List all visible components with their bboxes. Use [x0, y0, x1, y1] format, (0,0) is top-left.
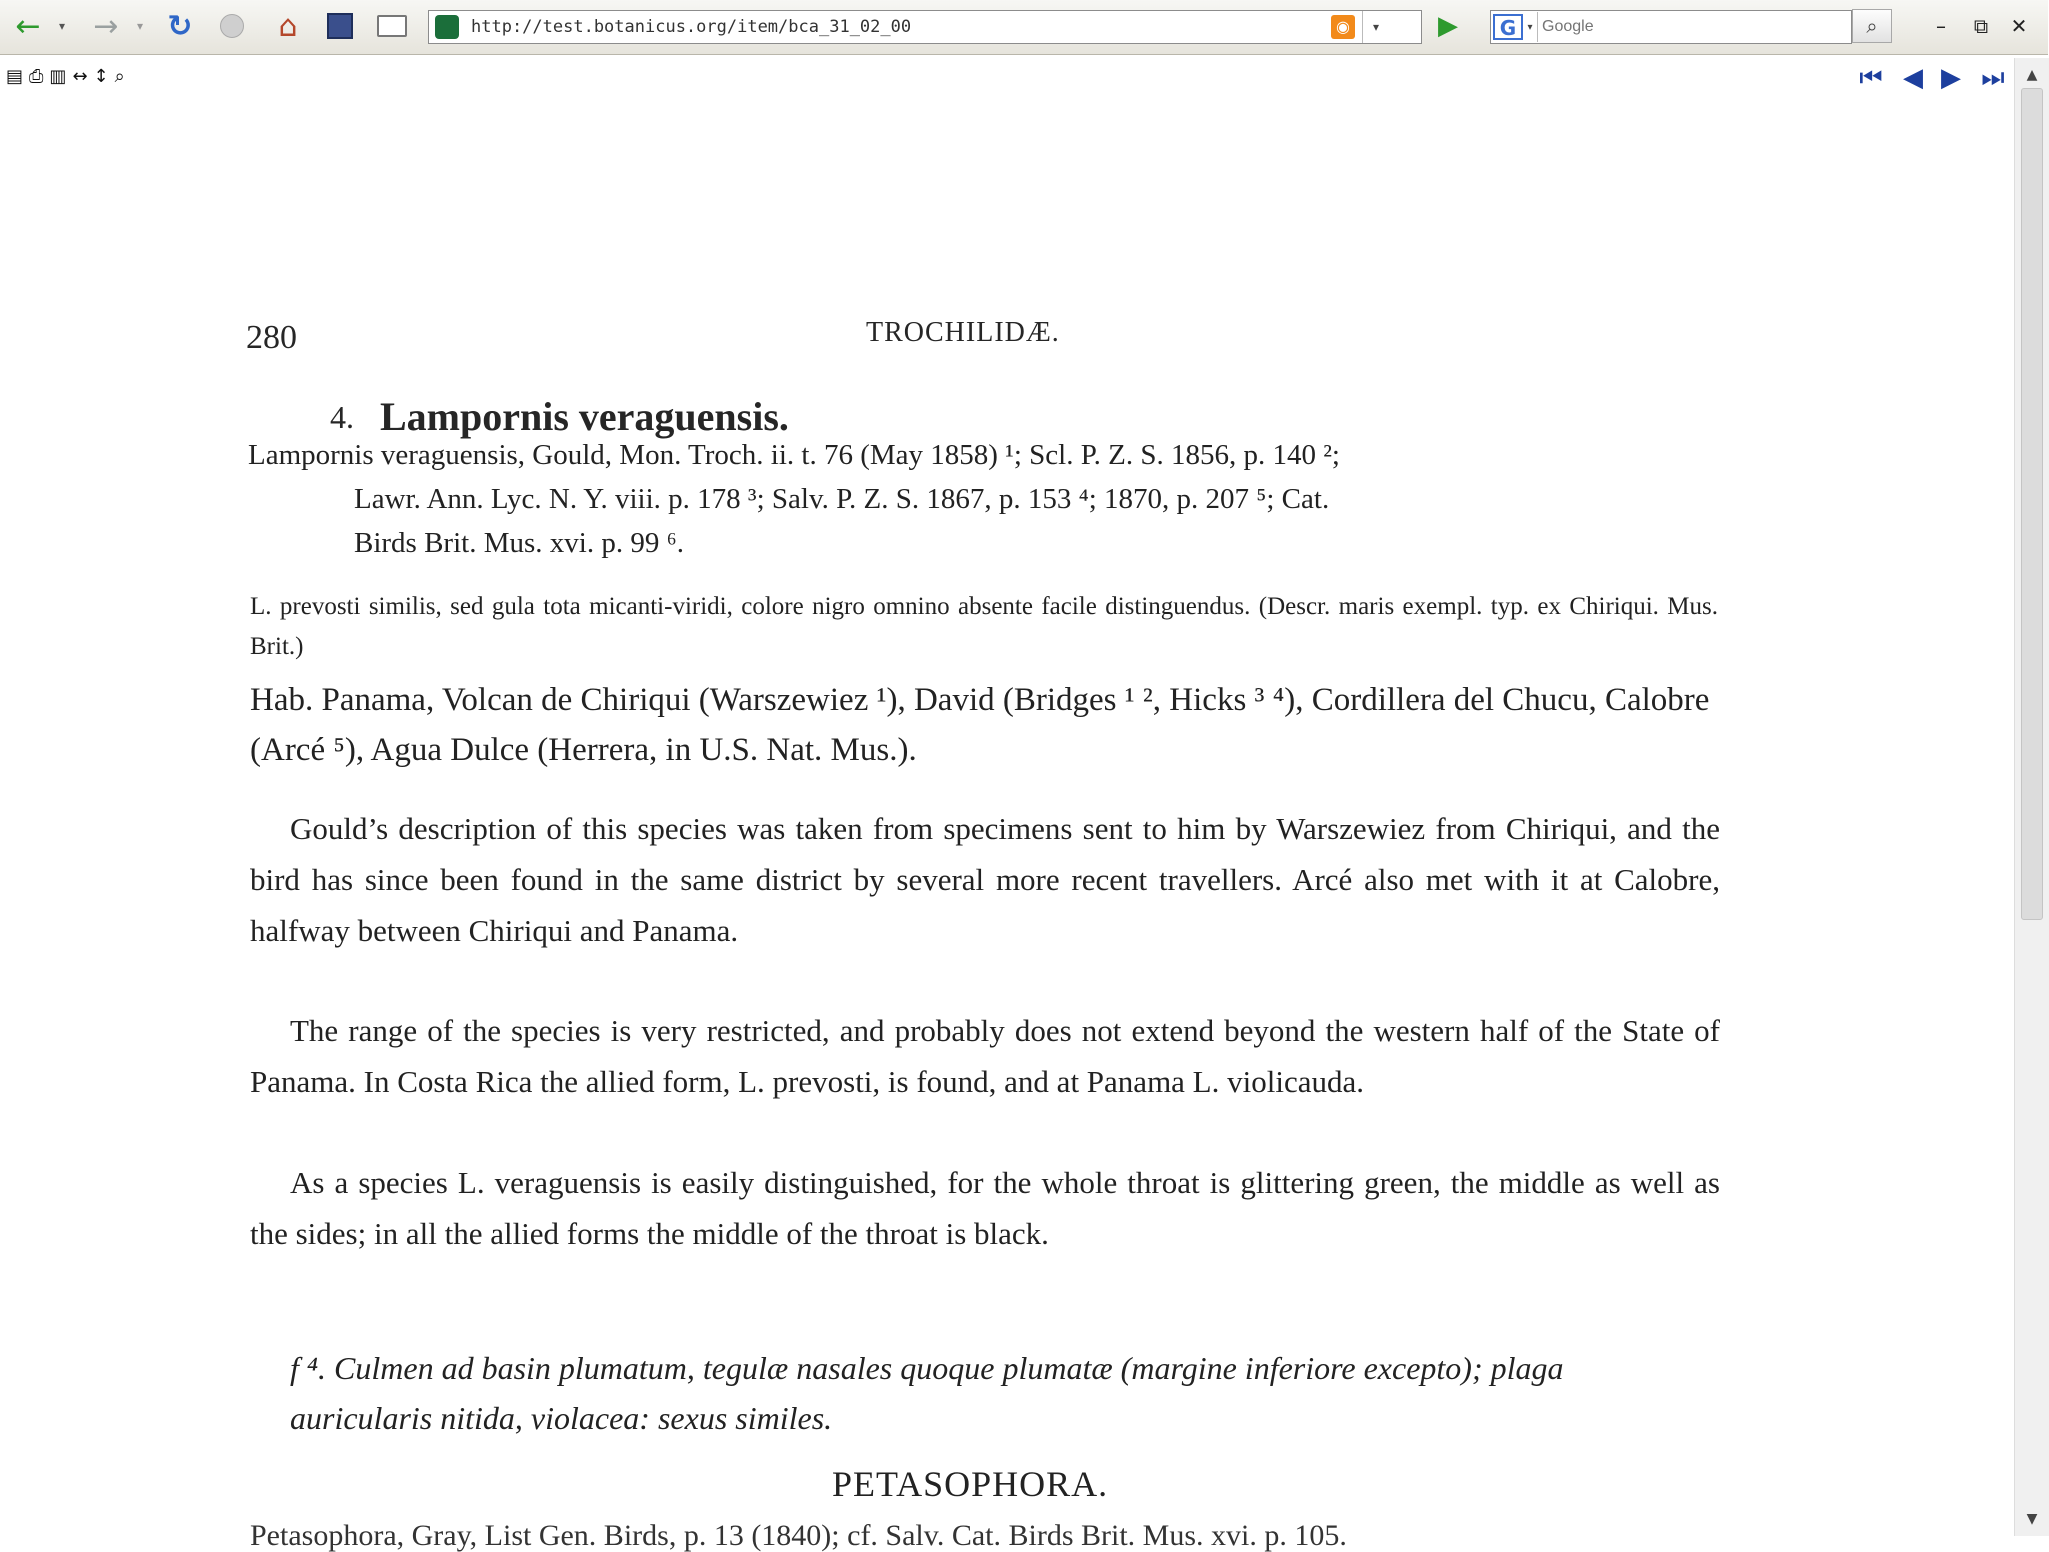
search-bar[interactable] — [1490, 10, 1852, 44]
pdf-viewer-toolbar — [0, 55, 2014, 97]
cutoff-text-line: Petasophora, Gray, List Gen. Birds, p. 13 (1840); cf. Salv. Cat. Birds Brit. Mus. xvi. p. 105. — [250, 1519, 1347, 1552]
pdf-print-icon[interactable]: ⎙ — [29, 65, 44, 87]
genus-heading: PETASOPHORA. — [832, 1464, 1109, 1504]
zoom-icon[interactable]: ⌕ — [114, 65, 125, 87]
first-page-icon[interactable]: ⏮ — [1859, 62, 1883, 93]
body-paragraph: The range of the species is very restricted, and probably does not extend beyond the western half of the State of Panama. In Costa Rica the allied form, L. prevosti, is found, and at Panama L. violicauda. — [250, 1013, 1720, 1099]
browser-toolbar — [0, 0, 2048, 55]
latin-description: L. prevosti similis, sed gula tota micanti-viridi, colore nigro omnino absente facile distinguendus. (Descr. maris exempl. typ. ex Chiriqui. Mus. Brit.) — [250, 593, 1718, 660]
go-icon[interactable]: ▶ — [1438, 11, 1458, 41]
close-icon[interactable]: ✕ — [2010, 14, 2028, 38]
next-page-icon[interactable]: ▶ — [1941, 63, 1961, 93]
restore-icon[interactable]: ⧉ — [1973, 14, 1989, 38]
stop-icon[interactable] — [214, 9, 250, 43]
search-engine-icon[interactable]: G — [1493, 14, 1523, 40]
search-engine-dropdown-icon[interactable]: ▾ — [1527, 21, 1533, 33]
vertical-scrollbar[interactable] — [2014, 58, 2049, 1536]
print-icon[interactable] — [374, 9, 410, 43]
scroll-up-icon[interactable]: ▲ — [2026, 67, 2038, 83]
back-history-dropdown-icon[interactable]: ▾ — [58, 19, 66, 33]
scrollbar-thumb[interactable] — [2021, 88, 2043, 920]
search-icon[interactable]: ⌕ — [1852, 9, 1892, 43]
reference-line: Lampornis veraguensis, Gould, Mon. Troch. ii. t. 76 (May 1858) ¹; Scl. P. Z. S. 1856, p. 140 ²; — [248, 439, 1340, 471]
fit-width-icon[interactable]: ↔ — [72, 65, 88, 87]
save-icon[interactable] — [322, 9, 358, 43]
search-input[interactable] — [1537, 12, 1851, 42]
references — [248, 433, 1718, 565]
last-page-icon[interactable]: ⏭ — [1981, 62, 2005, 93]
site-favicon-icon — [435, 15, 459, 39]
page-thumbnails-icon[interactable]: ▤ — [6, 65, 24, 87]
address-bar[interactable] — [428, 10, 1422, 44]
reference-line: Birds Brit. Mus. xvi. p. 99 ⁶. — [354, 527, 684, 559]
forward-history-dropdown-icon[interactable]: ▾ — [136, 19, 144, 33]
minimize-icon[interactable]: – — [1936, 14, 1946, 38]
species-name: Lampornis veraguensis. — [380, 394, 789, 439]
rss-icon[interactable]: ◉ — [1331, 15, 1355, 39]
fit-page-icon[interactable]: ▥ — [49, 65, 67, 87]
back-arrow-icon[interactable]: ← — [15, 8, 41, 44]
document-page — [0, 97, 2014, 1552]
habitat: Hab. Panama, Volcan de Chiriqui (Warszewiez ¹), David (Bridges ¹ ², Hicks ³ ⁴), Cordillera del Chucu, Calobre (Arcé ⁵), Agua Dulce (Herrera, in U.S. Nat. Mus.). — [250, 682, 1710, 768]
scroll-down-icon[interactable]: ▼ — [2026, 1511, 2038, 1527]
reload-icon[interactable]: ↻ — [167, 8, 193, 44]
reference-line: Lawr. Ann. Lyc. N. Y. viii. p. 178 ³; Salv. P. Z. S. 1867, p. 153 ⁴; 1870, p. 207 ⁵; Cat. — [354, 483, 1330, 515]
url-history-dropdown-icon[interactable]: ▾ — [1362, 11, 1389, 43]
forward-arrow-icon[interactable]: → — [93, 8, 119, 44]
url-text[interactable]: http://test.botanicus.org/item/bca_31_02_00 — [471, 17, 912, 37]
page-number: 280 — [246, 319, 297, 356]
species-number: 4. — [330, 399, 354, 435]
previous-page-icon[interactable]: ◀ — [1903, 63, 1923, 93]
key-entry: f ⁴. Culmen ad basin plumatum, tegulæ nasales quoque plumatæ (margine inferiore excepto); plaga auricularis nitida, violacea: sexus similes. — [290, 1350, 1564, 1436]
pdf-tool-icons — [6, 65, 125, 87]
home-icon[interactable]: ⌂ — [278, 8, 298, 44]
body-paragraph: Gould’s description of this species was taken from specimens sent to him by Warszewiez from Chiriqui, and the bird has since been found in the same district by several more recent travellers. Arcé also met with it at Calobre, halfway between Chiriqui and Panama. — [250, 811, 1720, 948]
running-head: TROCHILIDÆ. — [866, 317, 1060, 348]
body-paragraph: As a species L. veraguensis is easily distinguished, for the whole throat is glittering green, the middle as well as the sides; in all the allied forms the middle of the throat is black. — [250, 1165, 1720, 1251]
fit-height-icon[interactable]: ↕ — [93, 65, 109, 87]
